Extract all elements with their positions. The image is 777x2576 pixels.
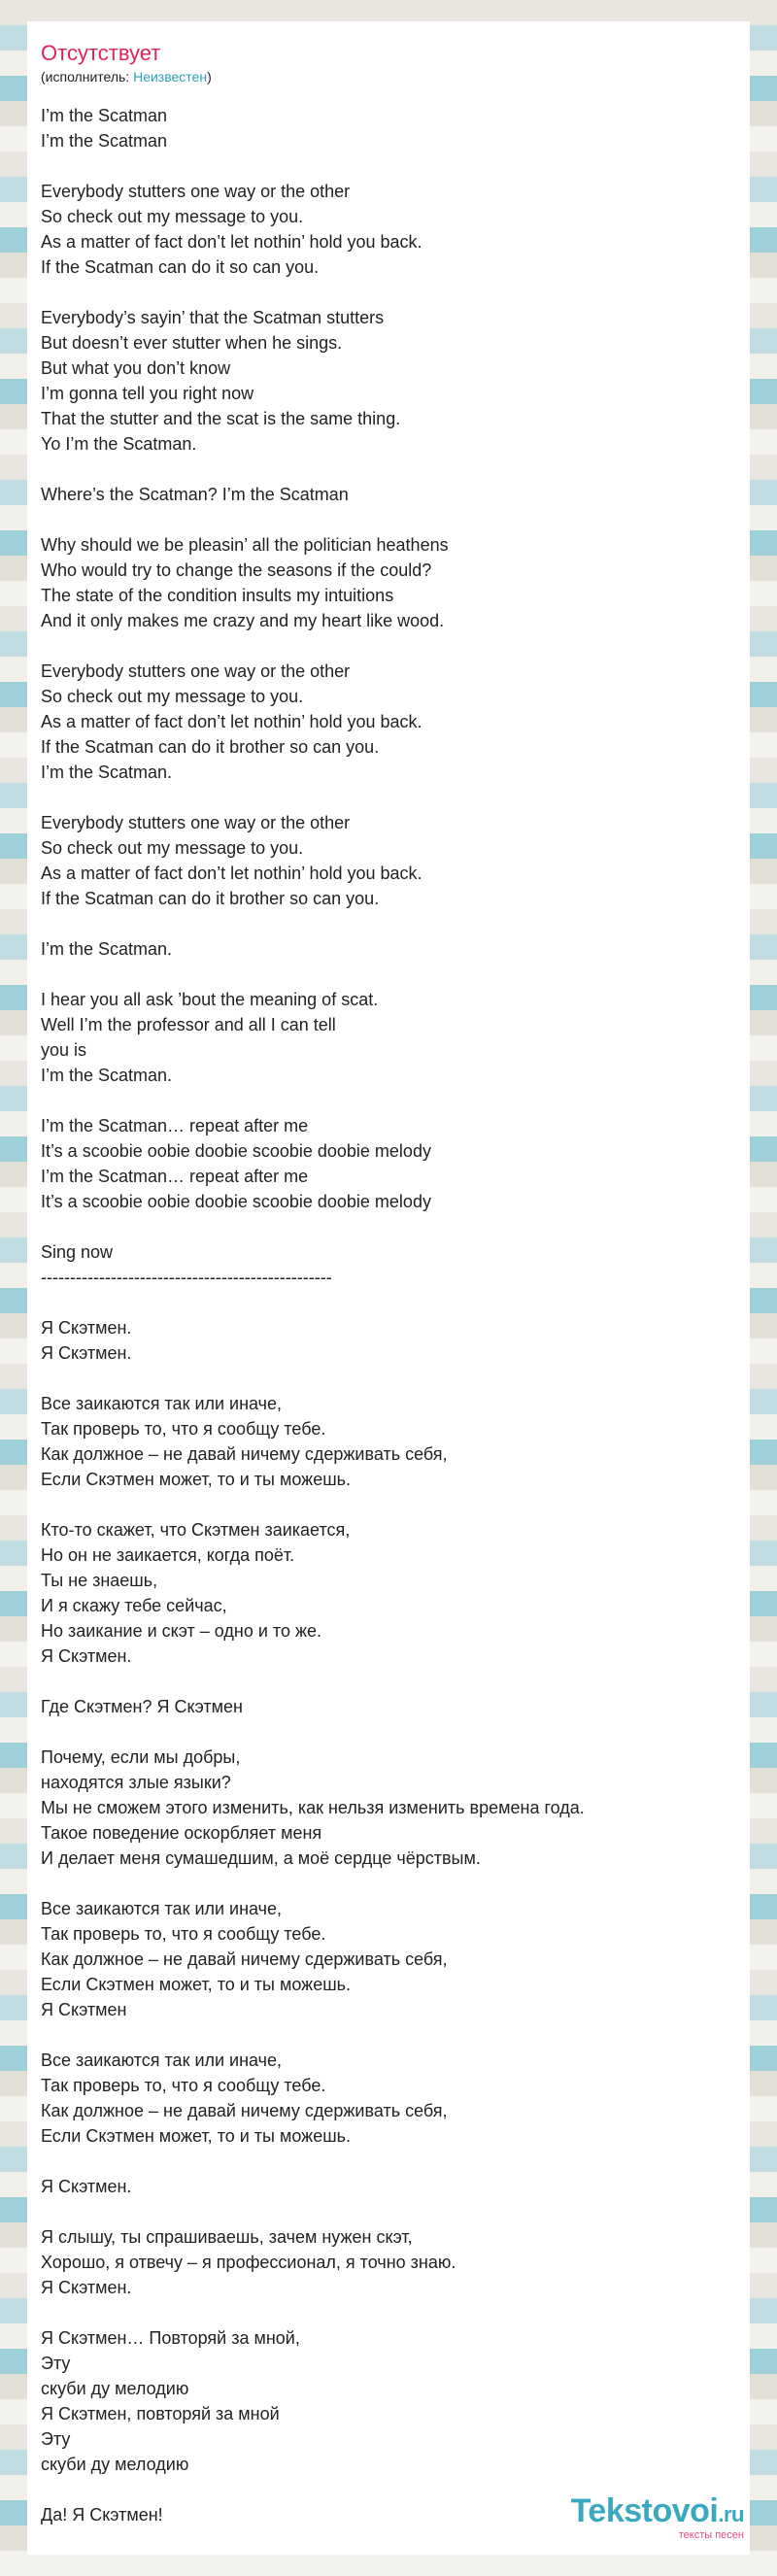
lyrics-stanza <box>41 1239 736 1290</box>
lyric-line: Я Скэтмен. <box>41 1646 132 1666</box>
lyric-line: Если Скэтмен может, то и ты можешь. <box>41 1975 352 1994</box>
lyrics-stanza <box>41 103 736 153</box>
lyric-line: So check out my message to you. <box>41 687 304 706</box>
lyric-line: -------------------------------------------------- <box>41 1268 332 1287</box>
lyric-line: It’s a scoobie oobie doobie scoobie doobie melody <box>41 1192 431 1211</box>
lyric-line: Но заикание и скэт – одно и то же. <box>41 1621 322 1641</box>
lyric-line: Эту <box>41 2429 71 2449</box>
lyric-line: Sing now <box>41 1242 114 1262</box>
lyric-line: Well I’m the professor and all I can tell <box>41 1015 336 1034</box>
lyric-line: That the stutter and the scat is the same thing. <box>41 409 401 428</box>
lyric-line: I’m the Scatman… repeat after me <box>41 1116 309 1135</box>
song-title: Отсутствует <box>41 41 161 65</box>
lyric-line: Как должное – не давай ничему сдерживать себя, <box>41 1949 448 1969</box>
lyrics-stanza <box>41 1745 736 1871</box>
lyric-line: So check out my message to you. <box>41 838 304 858</box>
lyric-line: Хорошо, я отвечу – я профессионал, я точно знаю. <box>41 2253 456 2272</box>
lyrics-stanza <box>41 1896 736 2022</box>
lyric-line: If the Scatman can do it brother so can you. <box>41 737 380 757</box>
lyric-line: As a matter of fact don’t let nothin’ hold you back. <box>41 712 422 731</box>
lyric-line: Я Скэтмен… Повторяй за мной, <box>41 2328 300 2348</box>
lyric-line: Everybody stutters one way or the other <box>41 661 351 681</box>
lyric-line: Где Скэтмен? Я Скэтмен <box>41 1697 243 1716</box>
lyrics-text <box>41 103 736 2527</box>
lyric-line: As a matter of fact don’t let nothin’ hold you back. <box>41 232 422 252</box>
lyrics-stanza <box>41 1694 736 1719</box>
lyric-line: I hear you all ask ’bout the meaning of scat. <box>41 990 379 1009</box>
lyric-line: Все заикаются так или иначе, <box>41 2051 283 2070</box>
lyric-line: But what you don’t know <box>41 358 231 378</box>
lyric-line: Я Скэтмен. <box>41 1318 132 1338</box>
lyric-line: Как должное – не давай ничему сдерживать себя, <box>41 1444 448 1464</box>
lyric-line: Who would try to change the seasons if the could? <box>41 560 432 580</box>
lyric-line: If the Scatman can do it brother so can you. <box>41 889 380 908</box>
lyric-line: But doesn’t ever stutter when he sings. <box>41 333 343 353</box>
lyric-line: Так проверь то, что я сообщу тебе. <box>41 1924 326 1944</box>
lyric-line: Я Скэтмен <box>41 2000 127 2019</box>
lyric-line: I’m the Scatman. <box>41 1066 173 1085</box>
lyric-line: Если Скэтмен может, то и ты можешь. <box>41 1470 352 1489</box>
lyric-line: Я слышу, ты спрашиваешь, зачем нужен скэт, <box>41 2227 413 2247</box>
lyric-line: Но он не заикается, когда поёт. <box>41 1545 295 1565</box>
lyric-line: I’m the Scatman. <box>41 939 173 959</box>
lyric-line: Everybody’s sayin’ that the Scatman stutters <box>41 308 385 327</box>
lyrics-stanza <box>41 532 736 633</box>
lyric-line: И делает меня сумашедшим, а моё сердце чёрствым. <box>41 1848 481 1868</box>
lyric-line: скуби ду мелодию <box>41 2379 189 2398</box>
lyric-line: And it only makes me crazy and my heart like wood. <box>41 611 445 630</box>
lyrics-stanza <box>41 2174 736 2199</box>
lyric-line: Я Скэтмен, повторяй за мной <box>41 2404 280 2423</box>
lyric-line: I’m the Scatman… repeat after me <box>41 1167 309 1186</box>
lyrics-stanza <box>41 482 736 507</box>
lyrics-stanza <box>41 810 736 911</box>
lyrics-stanza <box>41 2048 736 2149</box>
lyric-line: Да! Я Скэтмен! <box>41 2505 163 2525</box>
logo-tagline: тексты песен <box>678 2529 744 2541</box>
lyric-line: Почему, если мы добры, <box>41 1747 241 1767</box>
lyric-line: Everybody stutters one way or the other <box>41 813 351 832</box>
lyric-line: Если Скэтмен может, то и ты можешь. <box>41 2126 352 2146</box>
artist-link[interactable]: Неизвестен <box>133 69 208 85</box>
lyric-line: As a matter of fact don’t let nothin’ hold you back. <box>41 864 422 883</box>
lyric-line: It’s a scoobie oobie doobie scoobie doobie melody <box>41 1141 431 1161</box>
lyric-line: И я скажу тебе сейчас, <box>41 1596 227 1615</box>
lyric-line: I’m the Scatman <box>41 106 168 125</box>
lyric-line: Я Скэтмен. <box>41 2278 132 2297</box>
lyric-line: Так проверь то, что я сообщу тебе. <box>41 2076 326 2095</box>
lyrics-stanza <box>41 2224 736 2300</box>
lyric-line: Я Скэтмен. <box>41 2177 132 2196</box>
lyric-line: I’m the Scatman. <box>41 763 173 782</box>
site-logo[interactable] <box>571 2494 744 2541</box>
artist-line <box>41 68 736 85</box>
lyric-line: Как должное – не давай ничему сдерживать себя, <box>41 2101 448 2120</box>
lyric-line: The state of the condition insults my intuitions <box>41 586 394 605</box>
lyrics-card <box>27 21 750 2555</box>
lyric-line: Все заикаются так или иначе, <box>41 1899 283 1918</box>
artist-suffix: ) <box>207 69 212 85</box>
lyrics-stanza <box>41 1391 736 1492</box>
lyrics-stanza <box>41 1113 736 1214</box>
lyric-line: Where’s the Scatman? I’m the Scatman <box>41 485 349 504</box>
lyric-line: Такое поведение оскорбляет меня <box>41 1823 322 1843</box>
lyric-line: If the Scatman can do it so can you. <box>41 257 320 277</box>
logo-wordmark: Tekstovoi.ru <box>570 2492 744 2529</box>
lyric-line: Кто-то скажет, что Скэтмен заикается, <box>41 1520 351 1540</box>
lyric-line: скуби ду мелодию <box>41 2455 189 2474</box>
lyric-line: you is <box>41 1040 87 1060</box>
lyric-line: So check out my message to you. <box>41 207 304 226</box>
lyric-line: I’m the Scatman <box>41 131 168 151</box>
lyrics-stanza <box>41 987 736 1088</box>
lyrics-stanza <box>41 1315 736 1366</box>
lyrics-stanza <box>41 2325 736 2477</box>
lyric-line: Так проверь то, что я сообщу тебе. <box>41 1419 326 1439</box>
lyric-line: Эту <box>41 2354 71 2373</box>
lyric-line: Yo I’m the Scatman. <box>41 434 197 454</box>
lyric-line: Everybody stutters one way or the other <box>41 182 351 201</box>
lyric-line: Why should we be pleasin’ all the politician heathens <box>41 535 449 555</box>
lyrics-stanza <box>41 179 736 280</box>
lyric-line: I’m gonna tell you right now <box>41 384 254 403</box>
lyric-line: находятся злые языки? <box>41 1773 231 1792</box>
lyrics-stanza <box>41 936 736 962</box>
lyrics-stanza <box>41 1517 736 1669</box>
lyric-line: Ты не знаешь, <box>41 1571 158 1590</box>
lyrics-stanza <box>41 659 736 785</box>
lyric-line: Я Скэтмен. <box>41 1343 132 1363</box>
lyrics-stanza <box>41 305 736 457</box>
lyric-line: Мы не сможем этого изменить, как нельзя изменить времена года. <box>41 1798 585 1817</box>
lyric-line: Все заикаются так или иначе, <box>41 1394 283 1413</box>
artist-prefix: (исполнитель: <box>41 69 134 85</box>
